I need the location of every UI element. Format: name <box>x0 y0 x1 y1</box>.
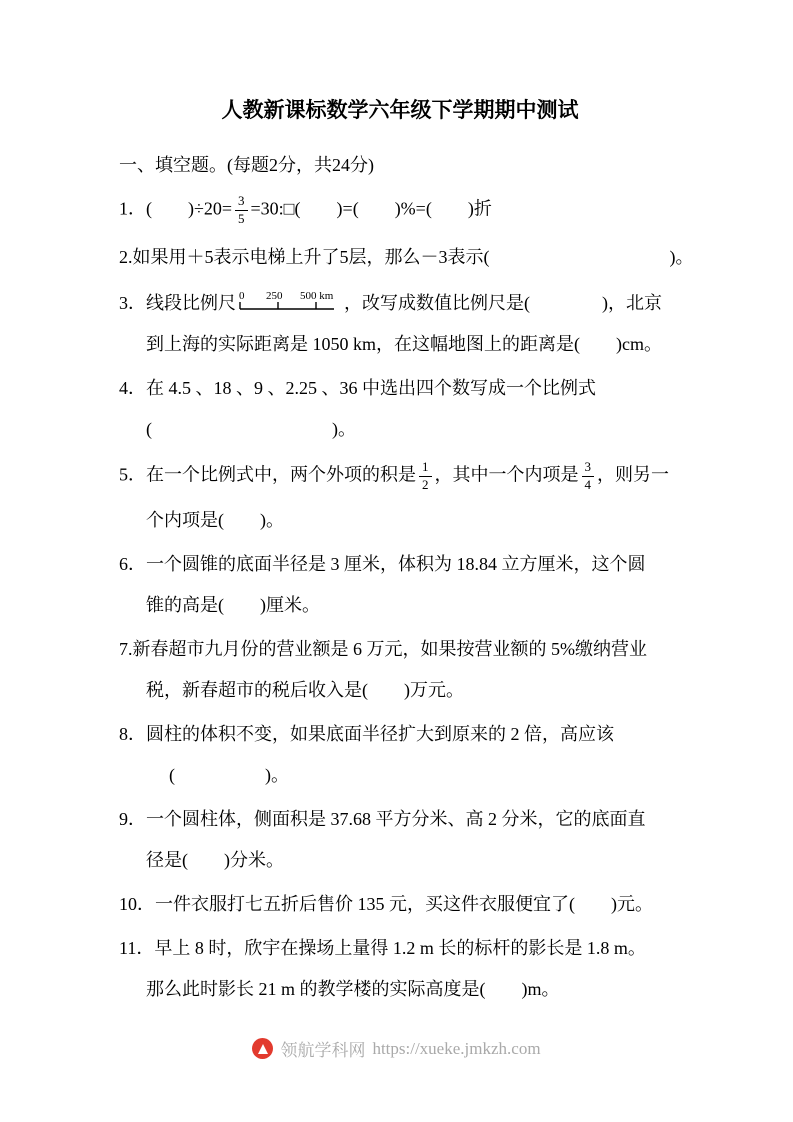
scale-label-500km: 500 km <box>300 289 334 302</box>
question-9-line-2: 径是( )分米。 <box>146 849 284 870</box>
question-8-line-1: 8．圆柱的体积不变，如果底面半径扩大到原来的 2 倍，高应该 <box>119 723 614 744</box>
question-2: 2.如果用＋5表示电梯上升了5层，那么－3表示( )。 <box>119 246 694 267</box>
fraction-numerator: 3 <box>582 460 595 477</box>
question-5-text-pre: 5．在一个比例式中，两个外项的积是 <box>119 464 416 485</box>
site-url: https://xueke.jmkzh.com <box>372 1038 541 1058</box>
segment-scale-icon <box>238 288 342 314</box>
question-4-line-1: 4．在 4.5 、18 、9 、2.25 、36 中选出四个数写成一个比例式 <box>119 377 596 398</box>
fraction-one-half <box>419 460 432 493</box>
question-9-line-1: 9．一个圆柱体，侧面积是 37.68 平方分米、高 2 分米，它的底面直 <box>119 808 646 829</box>
document-content <box>119 94 694 1017</box>
question-5-line-2: 个内项是( )。 <box>146 509 284 530</box>
question-7-line-1: 7.新春超市九月份的营业额是 6 万元，如果按营业额的 5%缴纳营业 <box>119 638 647 659</box>
fraction-numerator: 3 <box>235 194 248 211</box>
sail-icon <box>258 1044 268 1054</box>
fraction-denominator: 4 <box>584 476 591 492</box>
question-1 <box>119 194 681 227</box>
question-10: 10．一件衣服打七五折后售价 135 元，买这件衣服便宜了( )元。 <box>119 893 653 914</box>
site-logo-icon <box>252 1038 273 1059</box>
fraction-three-quarters <box>582 460 595 493</box>
question-11-line-2: 那么此时影长 21 m 的教学楼的实际高度是( )m。 <box>146 978 560 999</box>
question-3-line-2: 到上海的实际距离是 1050 km，在这幅地图上的距离是( )cm。 <box>146 333 662 354</box>
question-7-line-2: 税，新春超市的税后收入是( )万元。 <box>146 679 464 700</box>
question-3-line-1 <box>119 288 681 317</box>
question-6-line-1: 6．一个圆锥的底面半径是 3 厘米，体积为 18.84 立方厘米，这个圆 <box>119 553 646 574</box>
question-8-line-2: ( )。 <box>169 764 289 785</box>
question-1-text-post: =30:□( )=( )%=( )折 <box>250 198 492 219</box>
question-5-line-1 <box>119 460 681 493</box>
section-heading: 一、填空题。(每题2分，共24分) <box>119 155 374 175</box>
fraction-three-fifths <box>235 194 248 227</box>
scale-label-250: 250 <box>266 289 283 302</box>
question-3-text-post: ，改写成数值比例尺是( )，北京 <box>344 292 662 313</box>
fraction-denominator: 5 <box>238 210 245 226</box>
scale-label-0: 0 <box>239 289 245 302</box>
watermark-footer <box>0 1036 793 1061</box>
question-6-line-2: 锥的高是( )厘米。 <box>146 594 320 615</box>
question-5-text-post: ，则另一 <box>597 464 669 485</box>
fraction-numerator: 1 <box>419 460 432 477</box>
question-4-line-2: ( )。 <box>146 418 356 439</box>
page-title: 人教新课标数学六年级下学期期中测试 <box>221 98 579 122</box>
fraction-denominator: 2 <box>422 476 429 492</box>
question-3-text-pre: 3．线段比例尺 <box>119 292 236 313</box>
question-11-line-1: 11．早上 8 时，欣宇在操场上量得 1.2 m 长的标杆的影长是 1.8 m。 <box>119 937 646 958</box>
question-5-text-mid: ，其中一个内项是 <box>434 464 579 485</box>
site-name: 领航学科网 <box>280 1041 366 1060</box>
question-1-text-pre: 1．( )÷20= <box>119 198 233 219</box>
